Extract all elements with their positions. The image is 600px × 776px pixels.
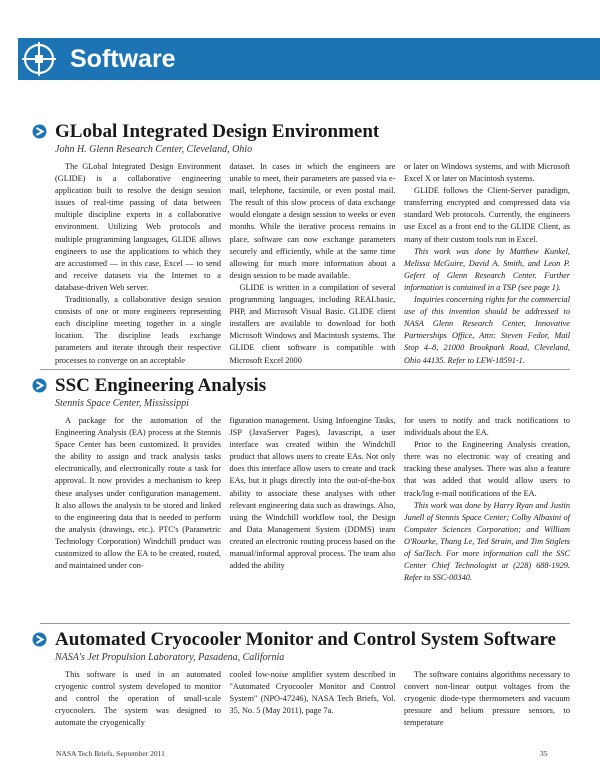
paragraph: figuration management. Using Infoengine Tasks, JSP (JavaServer Pages), Javascript, a user interface was created within the Windchill product that allows users to create EAs. Not only does this interface allow users to create and track EAs, but it plugs directly into the out-of-the-box ability to associate these analyses with other relevant engineering data such as drawings. Also, using the Windchill workflow tool, the Design and Data Management System (DDMS) team created an electronic routing process based on the manual/informal approval process. The team also added the ability xyxy=(229,416,396,571)
paragraph: The GLobal Integrated Design Environment (GLIDE) is a collaborative engineering application built to resolve the design session issues of real-time passing of data between multiple discipline experts in a collaborative environment. Utilizing Web protocols and multiple programming languages, GLIDE allows engineers to use the applications to which they are accustomed — in this case, Excel — to send and receive datasets via the Internet to a database-driven Web server. xyxy=(55,162,221,292)
article-affiliation: NASA's Jet Propulsion Laboratory, Pasadena, California xyxy=(55,652,285,663)
credit-paragraph: This work was done by Harry Ryan and Justin Junell of Stennis Space Center; Colby Albasini of Computer Sciences Corporation; and William O'Rourke, Thang Le, Ted Strain, and Tim Stiglets of SaiTech. For more information call the SSC Center Chief Technologist at (228) 688-1929. Refer to SSC-00340. xyxy=(404,500,570,583)
column-2 xyxy=(230,161,396,367)
paragraph: or later on Windows systems, and with Microsoft Excel X or later on Macintosh systems. xyxy=(404,162,570,184)
article-affiliation: Stennis Space Center, Mississippi xyxy=(55,398,189,409)
paragraph: dataset. In cases in which the engineers are unable to meet, their parameters are passed via e-mail, telephone, facsimile, or even postal mail. The result of this slow process of data exchange would elongate a design session to weeks or even months. While the iterative process remains in place, software can now exchange parameters securely and efficiently, while at the same time allowing for much more information about a design session to be made available. xyxy=(229,162,396,280)
column-3 xyxy=(404,669,570,729)
article-ssc xyxy=(40,375,570,584)
credit-paragraph: This work was done by Matthew Kunkel, Melissa McGuire, David A. Smith, and Leon P. Gefert of Glenn Research Center. Further information is contained in a TSP (see page 1). xyxy=(404,246,570,292)
article-bullet-icon xyxy=(32,632,47,647)
paragraph: GLIDE follows the Client-Server paradigm, transferring encrypted and compressed data via standard Web protocols. Currently, the engineers use Excel as a front end to the GLIDE Client, as many of their custom tools run in Excel. xyxy=(404,186,570,244)
column-1 xyxy=(55,669,221,729)
article-title: GLobal Integrated Design Environment xyxy=(55,121,380,142)
column-3 xyxy=(404,415,570,584)
paragraph: for users to notify and track notifications to individuals about the EA. xyxy=(404,416,570,438)
article-body xyxy=(55,669,570,729)
paragraph: This software is used in an automated cryogenic control system developed to monitor and control the operation of small-scale cryocoolers. The system was designed to automate the cryogenically xyxy=(55,670,221,728)
paragraph: A package for the automation of the Engineering Analysis (EA) process at the Stennis Space Center has been customized. It provides the ability to assign and track analysis tasks electronically, and electronically route a task for approval. It now provides a mechanism to keep these analyses under configuration management. It also allows the analysis to be stored and linked to the engineering data that is needed to perform the analysis (drawings, etc.). PTC's (Parametric Technology Corporation) Windchill product was customized to allow the EA to be created, routed, and maintained under con- xyxy=(55,416,221,571)
column-2 xyxy=(230,669,396,729)
article-cryocooler xyxy=(40,629,570,729)
column-1 xyxy=(55,415,221,584)
article-affiliation: John H. Glenn Research Center, Cleveland, Ohio xyxy=(55,144,253,155)
column-3 xyxy=(404,161,570,367)
column-1 xyxy=(55,161,221,367)
article-title: SSC Engineering Analysis xyxy=(55,375,267,396)
footer-publication: NASA Tech Briefs, September 2011 xyxy=(56,749,165,758)
column-2 xyxy=(230,415,396,584)
article-glide xyxy=(40,121,570,367)
article-bullet-icon xyxy=(32,378,47,393)
inquiry-paragraph: Inquiries concerning rights for the commercial use of this invention should be addressed to NASA Glenn Research Center, Innovative Partnerships Office, Attn: Steven Fedor, Mail Stop 4–8, 21000 Brookpark Road, Cleveland, Ohio 44135. Refer to LEW-18591-1. xyxy=(404,295,570,365)
article-divider xyxy=(40,369,570,370)
paragraph: GLIDE is written in a compilation of several programming languages, including REALbasic, PHP, and Microsoft Visual Basic. GLIDE client installers are available to download for both Microsoft Windows and Macintosh systems. The GLIDE client software is compatible with Microsoft Excel 2000 xyxy=(229,282,396,365)
article-title: Automated Cryocooler Monitor and Control System Software xyxy=(55,629,556,650)
paragraph: cooled low-noise amplifier system described in "Automated Cryocooler Monitor and Control System" (NPO-47246), NASA Tech Briefs, Vol. 35, No. 5 (May 2011), page 7a. xyxy=(229,670,396,716)
article-divider xyxy=(40,623,570,624)
article-body xyxy=(55,415,570,584)
paragraph: The software contains algorithms necessary to convert non-linear output voltages from the cryogenic diode-type thermometers and vacuum pressure and helium pressure sensors, to temperature xyxy=(404,670,570,728)
article-body xyxy=(55,161,570,367)
section-title: Software xyxy=(70,45,176,73)
page-number: 35 xyxy=(540,749,548,758)
paragraph: Prior to the Engineering Analysis creation, there was no electronic way of creating and tracking these analyses. There was also a feature that was added that would allow users to track/log e-mail notifications of the EA. xyxy=(404,440,570,498)
paragraph: Traditionally, a collaborative design session consists of one or more engineers representing each discipline meeting together in a single location. The discipline leads exchange parameters and iterate through their respective processes to converge on an acceptable xyxy=(55,295,221,365)
software-emblem-icon xyxy=(18,38,60,80)
article-bullet-icon xyxy=(32,124,47,139)
